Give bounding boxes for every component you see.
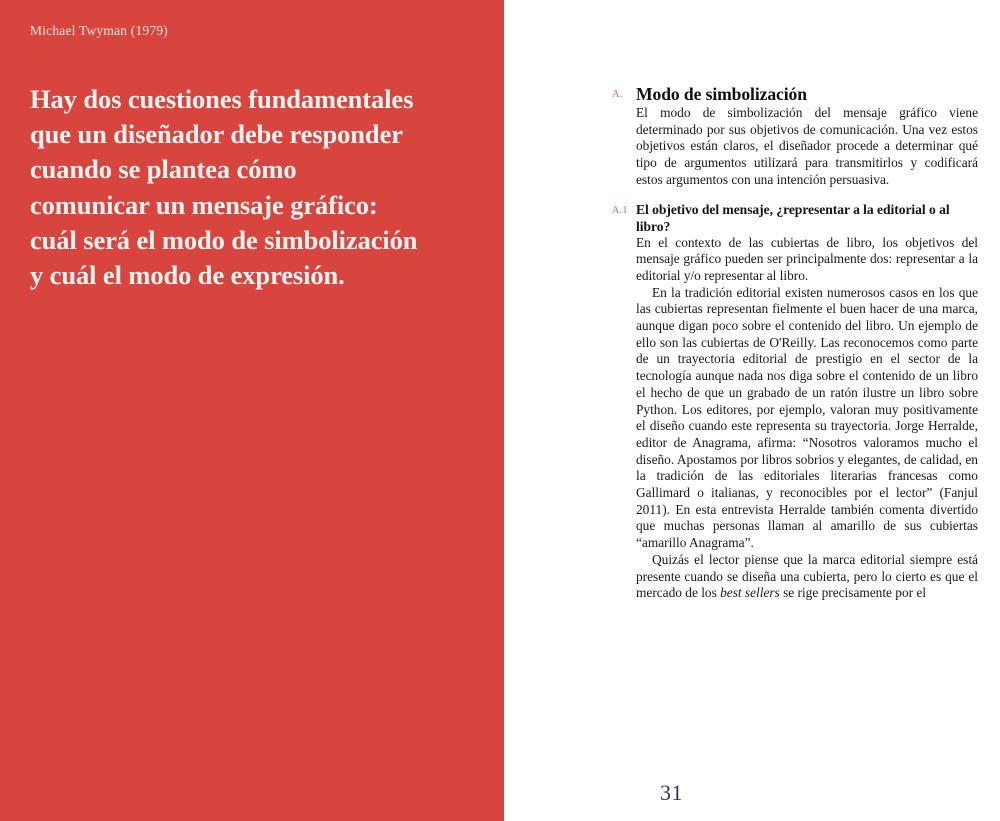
paragraph-text-suffix: se rige precisamente por el (779, 585, 927, 601)
section-a-heading-row (612, 84, 978, 105)
paragraph (636, 552, 978, 602)
section-a-body (612, 105, 978, 189)
paragraph: En el contexto de las cubiertas de libro, los objetivos del mensaje gráfico pueden ser principalmente dos: representar a la editorial y/o representar al libro. (636, 234, 978, 283)
section-a1-body (612, 235, 978, 602)
section-title: Modo de simbolización (636, 84, 807, 104)
pull-quote-line: que un diseñador debe responder (30, 119, 403, 150)
pull-quote-line: y cuál el modo de expresión. (30, 260, 345, 291)
paragraph-text-prefix: Quizás el lector piense que la marca editorial siempre está presente cuando se diseña una cubierta, pero lo cierto es que el mercado de los (636, 551, 978, 601)
section-spacer (612, 189, 978, 201)
quote-attribution: Michael Twyman (1979) (30, 23, 168, 38)
subsection-marker: A.1 (612, 204, 628, 216)
paragraph: En la tradición editorial existen numerosos casos en los que las cubiertas representan fielmente el buen hacer de una marca, aunque digan poco sobre el contenido del libro. Un ejemplo de ello son las cubiertas de O'Reilly. Las reconocemos como parte de un trayectoria editorial de prestigio en el sector de la tecnología aunque nada nos diga sobre el contenido de un libro el hecho de que un grabado de un ratón ilustre un libro sobre Python. Los editores, por ejemplo, valoran muy positivamente el diseño cuando este representa su trayectoria. Jorge Herralde, editor de Anagrama, afirma: “Nosotros valoramos mucho el diseño. Apostamos por libros sobrios y elegantes, de calidad, en la tradición de las editoriales literarias francesas como Gallimard o italianas, y reconocibles por el lector” (Fanjul 2011). En esta entrevista Herralde también comenta divertido que muchas personas llaman al amarillo de sus cubiertas “amarillo Anagrama”. (636, 284, 978, 551)
subsection-title: El objetivo del mensaje, ¿representar a la editorial o al libro? (636, 201, 950, 234)
section-marker: A. (612, 89, 623, 100)
paragraph: El modo de simbolización del mensaje gráfico viene determinado por sus objetivos de comunicación. Una vez estos objetivos están claros, el diseñador procede a determinar qué tipo de argumentos utilizará para transmitirlos y codificará estos argumentos con una intención persuasiva. (636, 105, 978, 187)
pull-quote-line: cuando se plantea cómo (30, 154, 297, 185)
pull-quote-line: comunicar un mensaje gráfico: (30, 189, 378, 220)
pull-quote-text (30, 82, 482, 293)
body-text-column (612, 84, 978, 602)
pull-quote-line: Hay dos cuestiones fundamentales (30, 84, 414, 114)
section-a1-heading-row (612, 201, 978, 235)
section-a1 (612, 201, 978, 602)
pull-quote-line: cuál será el modo de simbolización (30, 224, 418, 255)
italic-term: best sellers (720, 585, 780, 601)
page-number: 31 (660, 780, 683, 805)
section-a (612, 84, 978, 189)
